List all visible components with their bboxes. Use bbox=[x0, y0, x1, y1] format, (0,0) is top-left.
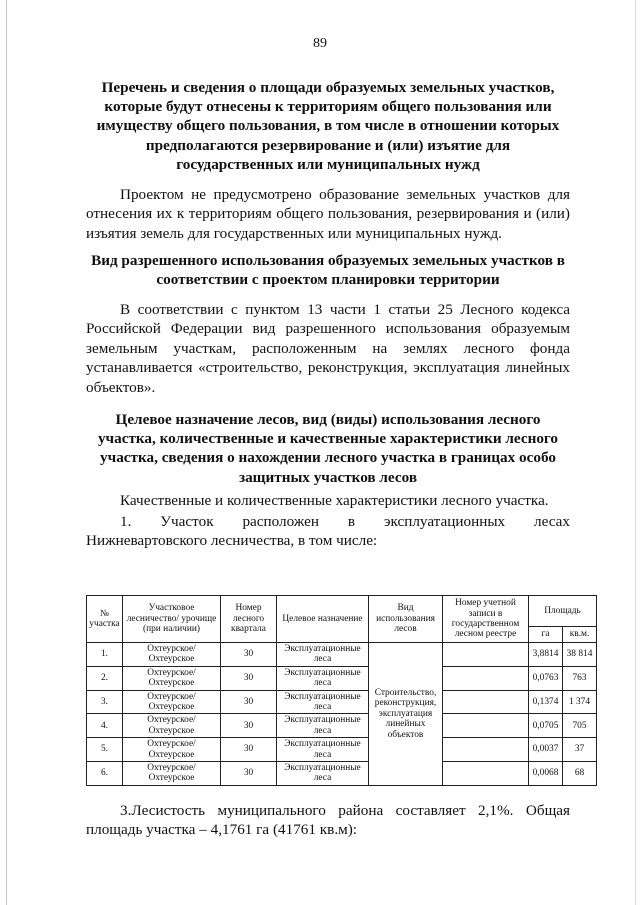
heading-forest-purpose: Целевое назначение лесов, вид (виды) использования лесного участка, количественные и качественные характеристики лесного участка, сведения о нахождении лесного участка в границах особо защитных участков лесов bbox=[97, 411, 559, 486]
header-area-ha: га bbox=[529, 627, 563, 643]
cell-purpose: Эксплуатационные леса bbox=[277, 714, 369, 738]
cell-ha: 0,0705 bbox=[529, 714, 563, 738]
heading-land-plots-public-use: Перечень и сведения о площади образуемых земельных участков, которые будут отнесены к территориям общего пользования или имуществу общего пользования, в том числе в отношении которых предполагаются резервирование и (или) изъятие для государственных или муниципальных нужд bbox=[96, 79, 560, 173]
cell-num: 2. bbox=[87, 666, 123, 690]
header-forestry-tract: Участковое лесничество/ урочище (при наличии) bbox=[123, 596, 221, 643]
cell-quarter: 30 bbox=[221, 762, 277, 786]
cell-record bbox=[443, 762, 529, 786]
cell-quarter: 30 bbox=[221, 690, 277, 714]
heading-permitted-use: Вид разрешенного использования образуемых земельных участков в соответствии с проектом планировки территории bbox=[91, 252, 565, 289]
header-use-type: Вид использования лесов bbox=[369, 596, 443, 643]
cell-sqm: 38 814 bbox=[563, 643, 597, 667]
cell-quarter: 30 bbox=[221, 643, 277, 667]
cell-sqm: 68 bbox=[563, 762, 597, 786]
table-row bbox=[87, 762, 597, 786]
paragraph-characteristics: Качественные и количественные характеристики лесного участка. bbox=[120, 492, 549, 509]
cell-use-type: Строительство, реконструкция, эксплуатация линейных объектов bbox=[369, 643, 443, 786]
cell-ha: 0,0037 bbox=[529, 738, 563, 762]
cell-num: 3. bbox=[87, 690, 123, 714]
cell-tract: Охтеурское/ Охтеурское bbox=[123, 690, 221, 714]
page-number: 89 bbox=[313, 36, 327, 51]
cell-quarter: 30 bbox=[221, 666, 277, 690]
cell-tract: Охтеурское/ Охтеурское bbox=[123, 738, 221, 762]
cell-sqm: 37 bbox=[563, 738, 597, 762]
cell-record bbox=[443, 738, 529, 762]
paragraph-forest-code: В соответствии с пунктом 13 части 1 статьи 25 Лесного кодекса Российской Федерации вид разрешенного использования образуемым земельным участкам, расположенным на землях лесного фонда устанавливается «строительство, реконструкция, эксплуатация линейных объектов». bbox=[86, 301, 570, 396]
cell-tract: Охтеурское/ Охтеурское bbox=[123, 643, 221, 667]
cell-record bbox=[443, 714, 529, 738]
cell-purpose: Эксплуатационные леса bbox=[277, 666, 369, 690]
cell-tract: Охтеурское/ Охтеурское bbox=[123, 666, 221, 690]
cell-num: 6. bbox=[87, 762, 123, 786]
cell-num: 4. bbox=[87, 714, 123, 738]
paragraph-forestry-name: Нижневартовского лесничества, в том числе: bbox=[86, 532, 378, 549]
table-row bbox=[87, 643, 597, 667]
cell-quarter: 30 bbox=[221, 738, 277, 762]
page-edge-left bbox=[6, 0, 7, 905]
cell-sqm: 763 bbox=[563, 666, 597, 690]
cell-purpose: Эксплуатационные леса bbox=[277, 643, 369, 667]
cell-ha: 0,1374 bbox=[529, 690, 563, 714]
header-area-sqm: кв.м. bbox=[563, 627, 597, 643]
cell-record bbox=[443, 690, 529, 714]
header-plot-number: № участка bbox=[87, 596, 123, 643]
cell-num: 5. bbox=[87, 738, 123, 762]
cell-num: 1. bbox=[87, 643, 123, 667]
table-row bbox=[87, 738, 597, 762]
paragraph-plot-location: 1. Участок расположен в эксплуатационных лесах bbox=[120, 513, 570, 530]
cell-record bbox=[443, 666, 529, 690]
cell-quarter: 30 bbox=[221, 714, 277, 738]
cell-ha: 3,8814 bbox=[529, 643, 563, 667]
cell-purpose: Эксплуатационные леса bbox=[277, 738, 369, 762]
table-row bbox=[87, 690, 597, 714]
header-quarter-number: Номер лесного квартала bbox=[221, 596, 277, 643]
cell-tract: Охтеурское/ Охтеурское bbox=[123, 714, 221, 738]
page-edge-right bbox=[635, 0, 636, 905]
table-row bbox=[87, 666, 597, 690]
cell-tract: Охтеурское/ Охтеурское bbox=[123, 762, 221, 786]
header-registry-record: Номер учетной записи в государственном лесном реестре bbox=[443, 596, 529, 643]
paragraph-forest-cover: 3.Лесистость муниципального района составляет 2,1%. Общая площадь участка – 4,1761 га (41761 кв.м): bbox=[86, 802, 570, 839]
header-purpose: Целевое назначение bbox=[277, 596, 369, 643]
table-row bbox=[87, 714, 597, 738]
cell-sqm: 1 374 bbox=[563, 690, 597, 714]
cell-sqm: 705 bbox=[563, 714, 597, 738]
cell-purpose: Эксплуатационные леса bbox=[277, 690, 369, 714]
cell-purpose: Эксплуатационные леса bbox=[277, 762, 369, 786]
paragraph-no-plots-formed: Проектом не предусмотрено образование земельных участков для отнесения их к территориям общего пользования, резервирования и (или) изъятия земель для государственных или муниципальных нужд. bbox=[86, 186, 570, 242]
header-area: Площадь bbox=[529, 596, 597, 627]
cell-ha: 0,0763 bbox=[529, 666, 563, 690]
cell-ha: 0,0068 bbox=[529, 762, 563, 786]
cell-record bbox=[443, 643, 529, 667]
forest-plots-table bbox=[86, 595, 597, 786]
